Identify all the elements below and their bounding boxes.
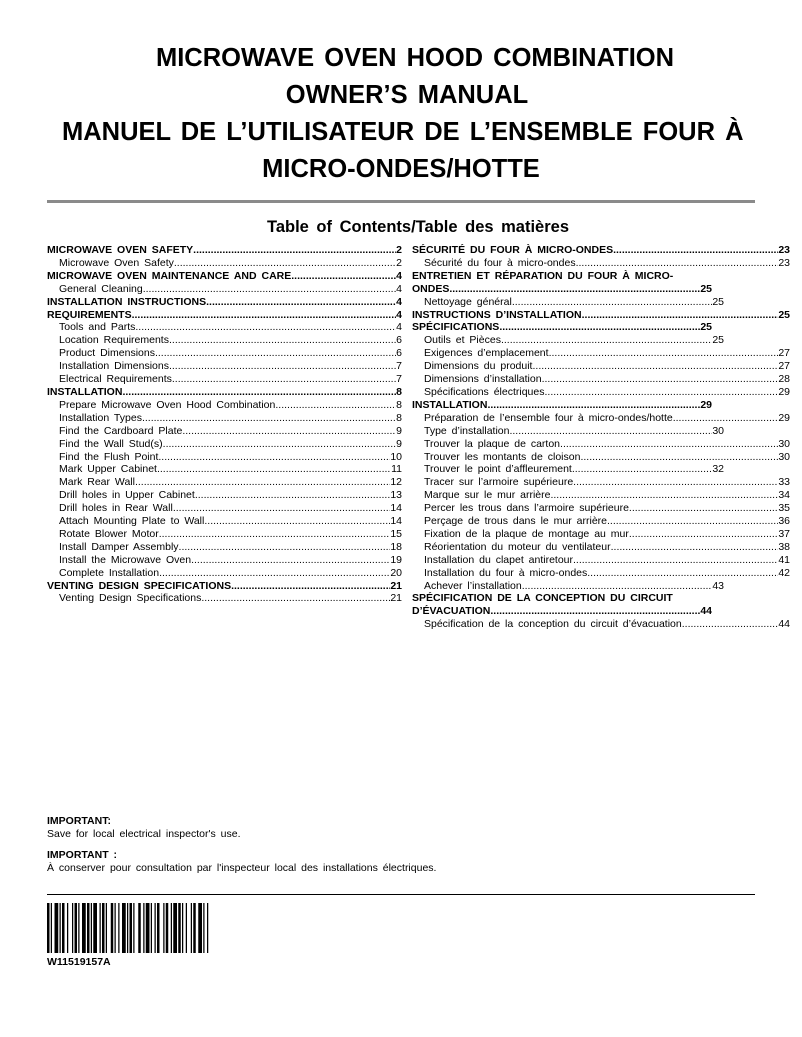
barcode-bar [60,903,61,953]
toc-entry-title: Perçage de trous dans le mur arrière [424,515,607,528]
toc-entry-page: 18 [390,540,402,553]
toc-dot-leader [201,592,390,605]
toc-entry [47,244,402,257]
toc-dot-leader [522,580,713,593]
barcode-bar [133,903,134,953]
toc-entry-page: 38 [778,540,790,553]
barcode-bar [191,903,192,953]
toc-entry-title: SPÉCIFICATION DE LA CONCEPTION DU CIRCUIT [412,592,673,605]
title-line-1: MICROWAVE OVEN HOOD COMBINATION [155,44,675,72]
toc-entry [412,605,712,618]
barcode-bar [173,903,177,953]
barcode-bar [146,903,150,953]
toc-entry [47,567,402,580]
toc-entry [412,257,790,270]
toc-entry [47,515,402,528]
toc-dot-leader [158,451,390,464]
barcode-bar [75,903,78,953]
toc-dot-leader [132,309,397,322]
toc-entry [47,321,402,334]
barcode-bar [151,903,152,953]
barcode-bar [67,903,68,953]
toc-dot-leader [629,528,778,541]
toc-entry-page: 8 [396,398,402,411]
toc-entry [47,438,402,451]
toc-entry-title: Drill holes in Upper Cabinet [59,489,195,502]
toc-heading: Table of Contents/Table des matières [266,218,570,236]
toc-entry-title: ENTRETIEN ET RÉPARATION DU FOUR À MICRO- [412,269,674,282]
toc-dot-leader [159,528,391,541]
toc-entry-page: 2 [396,244,402,256]
barcode-bar [171,903,172,953]
barcode-bar [155,903,156,953]
toc-entry-page: 25 [712,295,724,308]
barcode-bar [91,903,92,953]
toc-entry-title: Tracer sur l’armoire supérieure [424,476,574,489]
toc-entry-page: 4 [396,321,402,334]
toc-entry [412,618,790,631]
toc-entry [47,412,402,425]
toc-entry-title: Location Requirements [59,334,169,347]
toc-dot-leader [143,283,396,296]
toc-entry-title: Sécurité du four à micro-ondes [424,256,576,269]
toc-dot-leader [135,321,396,334]
toc-entry-page: 36 [778,515,790,528]
toc-entry-title: Exigences d’emplacement [424,347,549,360]
toc-entry [412,386,790,399]
toc-entry-title: Find the Cardboard Plate [59,424,183,437]
toc-entry-page: 12 [390,476,402,489]
toc-entry-page: 32 [712,463,724,476]
footer-divider [47,894,755,895]
barcode-bar [127,903,128,953]
toc-entry [412,425,724,438]
toc-entry-page: 6 [396,334,402,347]
toc-entry-page: 8 [396,385,402,398]
toc-entry [412,296,724,309]
title-divider [47,200,755,203]
toc-entry-title: Tools and Parts [59,321,136,334]
barcode-bar [122,903,126,953]
toc-entry-page: 6 [396,347,402,360]
toc-dot-leader [135,476,390,489]
toc-dot-leader [580,451,778,464]
toc-entry-page: 11 [391,463,402,476]
toc-dot-leader [206,296,396,309]
toc-entry [412,567,790,580]
toc-entry [47,528,402,541]
toc-entry-page: 25 [700,321,712,334]
toc-dot-leader [490,605,700,618]
toc-entry [47,541,402,554]
toc-entry [47,502,402,515]
important-note-english [47,815,241,841]
toc-entry-title: Fixation de la plaque de montage au mur [424,527,629,540]
toc-entry-page: 4 [396,308,402,321]
toc-entry-title: Installation Dimensions [59,360,169,373]
toc-entry-page: 25 [700,282,712,295]
barcode-bar [143,903,144,953]
important-text: Save for local electrical inspector's use. [47,828,241,840]
toc-entry-title: INSTALLATION INSTRUCTIONS [47,295,207,308]
toc-entry [412,528,790,541]
toc-entry-page: 30 [712,424,724,437]
toc-entry-title: Dimensions d’installation [424,373,542,386]
toc-entry-page: 20 [390,566,402,579]
toc-entry-page: 21 [390,579,402,592]
toc-dot-leader [629,502,778,515]
toc-entry-title: Achever l’installation [424,579,522,592]
barcode-bar [78,903,79,953]
toc-dot-leader [544,386,778,399]
toc-entry-title: MICROWAVE OVEN MAINTENANCE AND CARE [47,269,292,282]
barcode-bar [182,903,183,953]
barcode-bar [166,903,169,953]
toc-dot-leader [182,425,396,438]
barcode-bar [130,903,133,953]
toc-dot-leader [587,567,778,580]
toc-entry [412,347,790,360]
toc-entry [47,463,402,476]
toc-dot-leader [172,373,396,386]
toc-entry-page: 25 [778,308,790,321]
toc-entry-title: Spécifications électriques [424,385,545,398]
barcode-bar [138,903,141,953]
barcode-bar [106,903,107,953]
toc-entry-title: Find the Wall Stud(s) [59,437,163,450]
barcode-bar [115,903,116,953]
barcode-bar [62,903,65,953]
toc-entry-title: Installation du four à micro-ondes [424,566,588,579]
toc-entry [412,502,790,515]
toc-entry-page: 29 [700,398,712,411]
toc-dot-leader [573,554,778,567]
toc-entry-page: 9 [396,437,402,450]
toc-entry [412,489,790,502]
toc-entry-title: Attach Mounting Plate to Wall [59,515,205,528]
toc-entry-title: Complete Installation [59,566,160,579]
toc-dot-leader [512,296,713,309]
toc-entry-page: 29 [778,411,790,424]
toc-dot-leader [576,257,779,270]
toc-entry-page: 2 [396,256,402,269]
toc-entry-title: ONDES [412,282,450,295]
title-line-4: MICRO-ONDES/HOTTE [262,155,540,183]
toc-dot-leader [204,515,390,528]
toc-entry-page: 4 [396,295,402,308]
barcode-bar [178,903,181,953]
toc-entry-page: 27 [778,360,790,373]
toc-entry-title: Prepare Microwave Oven Hood Combination [59,398,276,411]
toc-entry [412,321,712,334]
toc-dot-leader [193,244,396,257]
toc-entry [412,360,790,373]
toc-dot-leader [291,270,396,283]
toc-entry [412,476,790,489]
toc-entry-title: Outils et Pièces [424,334,501,347]
toc-dot-leader [542,373,779,386]
toc-entry-title: Installation Types [59,411,142,424]
barcode-bar [72,903,73,953]
toc-entry-title: Nettoyage général [424,295,512,308]
toc-dot-leader [550,489,778,502]
toc-entry-title: Install Damper Assembly [59,540,179,553]
toc-entry-page: 23 [778,244,790,256]
toc-dot-leader [159,567,390,580]
important-label: IMPORTANT : [47,849,118,861]
toc-entry [47,489,402,502]
toc-dot-leader [607,515,778,528]
toc-entry [47,257,402,270]
toc-entry-title: General Cleaning [59,282,143,295]
toc-dot-leader [169,360,396,373]
toc-entry-page: 27 [778,347,790,360]
toc-entry-title: Find the Flush Point [59,450,159,463]
toc-entry-title: Installation du clapet antiretour [424,553,574,566]
toc-entry-title: SÉCURITÉ DU FOUR À MICRO-ONDES [412,244,614,256]
toc-entry-page: 9 [396,424,402,437]
toc-entry-page: 4 [396,269,402,282]
toc-dot-leader [191,554,390,567]
toc-entry-title: Type d’installation [424,424,510,437]
toc-entry-page: 10 [390,450,402,463]
toc-entry-title: Product Dimensions [59,347,155,360]
toc-entry-title: Percer les trous dans l’armoire supérieure [424,502,629,515]
toc-dot-leader [179,541,391,554]
barcode-bar [87,903,90,953]
toc-entry [412,270,790,283]
toc-entry [412,244,790,257]
toc-entry-title: INSTRUCTIONS D’INSTALLATION [412,308,582,321]
toc-entry-page: 14 [390,502,402,515]
toc-dot-leader [157,463,391,476]
toc-dot-leader [142,412,396,425]
barcode-bar [193,903,196,953]
barcode-bar [55,903,59,953]
toc-entry [412,580,724,593]
toc-dot-leader [155,347,396,360]
toc-entry-title: Dimensions du produit [424,360,533,373]
toc-dot-leader [560,438,778,451]
toc-entry-title: Drill holes in Rear Wall [59,502,173,515]
toc-entry [47,283,402,296]
toc-entry-title: Trouver le point d’affleurement [424,463,572,476]
toc-entry-title: Mark Rear Wall [59,476,135,489]
barcode-bar [47,903,50,953]
barcode-label: W11519157A [47,956,111,968]
toc-entry-page: 29 [778,385,790,398]
toc-entry-title: D’ÉVACUATION [412,605,491,618]
toc-entry [47,270,402,283]
barcode-bar [111,903,114,953]
toc-entry-page: 4 [396,282,402,295]
barcode-bar [186,903,187,953]
toc-entry-page: 21 [390,592,402,605]
toc-entry-title: Electrical Requirements [59,373,172,386]
toc-entry [412,334,724,347]
toc-entry [47,592,402,605]
title-line-3: MANUEL DE L’UTILISATEUR DE L’ENSEMBLE FOUR À [62,118,744,146]
toc-dot-leader [501,334,712,347]
toc-entry [47,580,402,593]
toc-entry [47,476,402,489]
toc-entry [412,592,790,605]
toc-dot-leader [275,399,396,412]
toc-entry-page: 7 [396,360,402,373]
barcode-bar [100,903,101,953]
toc-entry-title: REQUIREMENTS [47,308,132,321]
toc-entry [412,463,724,476]
toc-entry-title: Microwave Oven Safety [59,256,174,269]
toc-dot-leader [613,244,778,257]
important-label: IMPORTANT: [47,815,111,827]
toc-dot-leader [572,463,712,476]
toc-entry [47,399,402,412]
toc-entry [412,451,790,464]
toc-entry [412,554,790,567]
toc-entry [47,554,402,567]
barcode [47,903,272,953]
toc-dot-leader [487,399,700,412]
toc-dot-leader [449,283,700,296]
toc-dot-leader [682,618,779,631]
toc-dot-leader [122,386,396,399]
barcode-bar [102,903,105,953]
toc-entry [47,360,402,373]
toc-entry [412,283,712,296]
barcode-bar [118,903,119,953]
toc-dot-leader [549,347,779,360]
toc-entry-page: 8 [396,411,402,424]
toc-entry-page: 30 [778,437,790,450]
toc-entry-title: Rotate Blower Motor [59,527,159,540]
toc-entry [412,412,790,425]
toc-dot-leader [573,476,778,489]
barcode-bar [51,903,52,953]
toc-dot-leader [173,502,391,515]
toc-entry-page: 34 [778,489,790,502]
toc-entry-title: INSTALLATION [47,385,123,398]
toc-entry-page: 43 [712,579,724,592]
toc-entry-page: 42 [778,566,790,579]
toc-dot-leader [163,438,397,451]
toc-entry-page: 7 [396,373,402,386]
barcode-bar [82,903,86,953]
barcode-bar [203,903,204,953]
toc-entry-page: 33 [778,476,790,489]
barcode-bar [207,903,208,953]
toc-entry-page: 44 [700,605,712,618]
toc-entry [412,438,790,451]
toc-entry [412,399,712,412]
toc-entry [412,309,790,322]
toc-dot-leader [195,489,391,502]
toc-entry-page: 13 [390,489,402,502]
toc-entry-title: Venting Design Specifications [59,592,202,605]
toc-entry-title: Trouver la plaque de carton [424,437,561,450]
toc-entry-title: Spécification de la conception du circuit d’évacuation [424,618,682,631]
toc-entry-title: Mark Upper Cabinet [59,463,157,476]
toc-entry [47,334,402,347]
toc-entry [47,386,402,399]
toc-entry [47,347,402,360]
toc-entry [47,373,402,386]
barcode-bar [198,903,202,953]
toc-entry [47,309,402,322]
toc-entry-page: 30 [778,450,790,463]
toc-entry-page: 23 [778,256,790,269]
toc-entry-title: Préparation de l’ensemble four à micro-ondes/hotte [424,411,673,424]
toc-dot-leader [532,360,778,373]
toc-dot-leader [174,257,396,270]
toc-entry-title: VENTING DESIGN SPECIFICATIONS [47,579,232,592]
toc-entry-title: SPÉCIFICATIONS [412,321,500,334]
toc-dot-leader [611,541,779,554]
toc-entry-page: 14 [390,515,402,528]
toc-entry-title: Réorientation du moteur du ventilateur [424,540,611,553]
toc-entry [47,425,402,438]
toc-dot-leader [673,412,779,425]
document-title [0,40,802,188]
toc-entry-page: 25 [712,334,724,347]
barcode-bar [93,903,97,953]
title-line-2: OWNER’S MANUAL [285,81,529,109]
toc-entry-page: 15 [390,527,402,540]
toc-entry [412,541,790,554]
toc-column-french [412,244,790,631]
toc-dot-leader [231,580,390,593]
toc-entry-page: 37 [778,527,790,540]
toc-column-english [47,244,402,605]
barcode-bar [163,903,164,953]
toc-dot-leader [499,321,700,334]
toc-entry-page: 28 [778,373,790,386]
toc-entry [412,373,790,386]
toc-dot-leader [169,334,396,347]
toc-entry-title: Install the Microwave Oven [59,553,192,566]
toc-entry-page: 41 [778,553,790,566]
toc-entry-title: INSTALLATION [412,398,488,411]
toc-entry-title: MICROWAVE OVEN SAFETY [47,244,194,256]
barcode-bar [157,903,160,953]
toc-entry-title: Marque sur le mur arrière [424,489,551,502]
toc-entry-title: Trouver les montants de cloison [424,450,581,463]
toc-dot-leader [509,425,712,438]
important-note-french [47,849,436,875]
toc-entry-page: 19 [390,553,402,566]
toc-entry [47,451,402,464]
toc-dot-leader [582,309,779,322]
important-text: À conserver pour consultation par l'inspecteur local des installations électriques. [47,862,437,874]
toc-entry-page: 35 [778,502,790,515]
toc-entry [47,296,402,309]
toc-entry-page: 44 [778,618,790,631]
toc-entry [412,515,790,528]
